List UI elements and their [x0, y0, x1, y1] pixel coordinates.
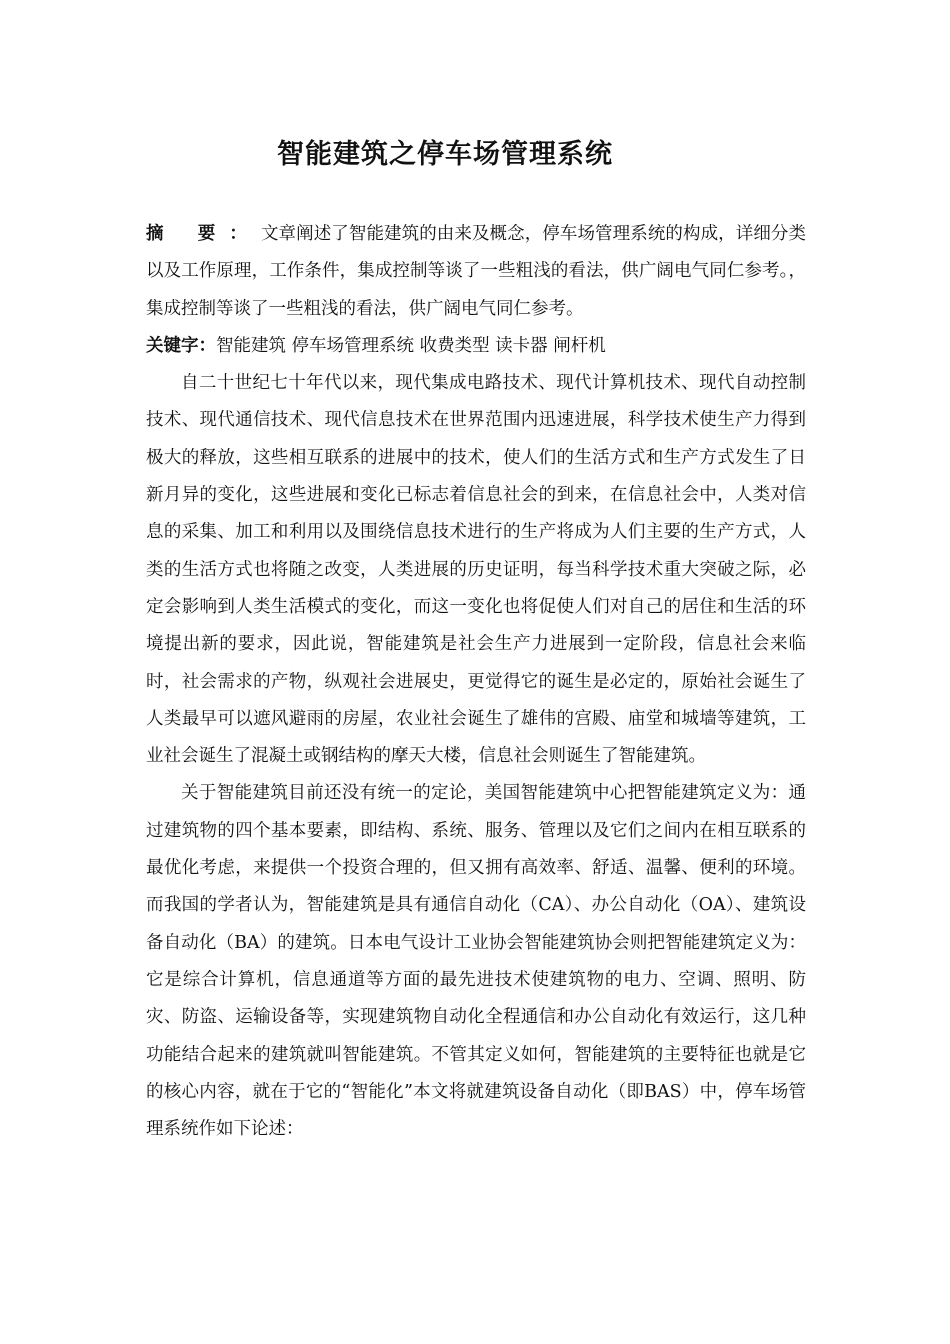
body-paragraph-1: 自二十世纪七十年代以来，现代集成电路技术、现代计算机技术、现代自动控制技术、现代通信技术、现代信息技术在世界范围内迅速进展，科学技术使生产力得到极大的释放，这些相互联系的进展中的技术，使人们的生活方式和生产方式发生了日新月异的变化，这些进展和变化已标志着信息社会的到来，在信息社会中，人类对信息的采集、加工和利用以及围绕信息技术进行的生产将成为人们主要的生产方式，人类的生活方式也将随之改变，人类进展的历史证明，每当科学技术重大突破之际，必定会影响到人类生活模式的变化，而这一变化也将促使人们对自己的居住和生活的环境提出新的要求，因此说，智能建筑是社会生产力进展到一定阶段，信息社会来临时，社会需求的产物，纵观社会进展史，更觉得它的诞生是必定的，原始社会诞生了人类最早可以遮风避雨的房屋，农业社会诞生了雄伟的宫殿、庙堂和城墙等建筑，工业社会诞生了混凝土或钢结构的摩天大楼，信息社会则诞生了智能建筑。: [146, 373, 806, 767]
abstract-text: 文章阐述了智能建筑的由来及概念，停车场管理系统的构成，详细分类以及工作原理，工作条件，集成控制等谈了一些粗浅的看法，供广阔电气同仁参考。，集成控制等谈了一些粗浅的看法，供广阔电气同仁参考。: [146, 224, 806, 319]
abstract: [146, 216, 806, 328]
keywords-text: 智能建筑 停车场管理系统 收费类型 读卡器 闸杆机: [216, 335, 606, 356]
body-paragraph-2: 关于智能建筑目前还没有统一的定论，美国智能建筑中心把智能建筑定义为：通过建筑物的四个基本要素，即结构、系统、服务、管理以及它们之间内在相互联系的最优化考虑，来提供一个投资合理的，但又拥有高效率、舒适、温馨、便利的环境。而我国的学者认为，智能建筑是具有通信自动化（CA）、办公自动化（OA）、建筑设备自动化（BA）的建筑。日本电气设计工业协会智能建筑协会则把智能建筑定义为：它是综合计算机，信息通道等方面的最先进技术使建筑物的电力、空调、照明、防灾、防盗、运输设备等，实现建筑物自动化全程通信和办公自动化有效运行，这几种功能结合起来的建筑就叫智能建筑。不管其定义如何，智能建筑的主要特征也就是它的核心内容，就在于它的“智能化”本文将就建筑设备自动化（即BAS）中，停车场管理系统作如下论述：: [146, 783, 806, 1140]
page-title: 智能建筑之停车场管理系统: [277, 139, 613, 170]
keywords: [146, 328, 806, 365]
document-body: [146, 216, 806, 1148]
keywords-label: 关键字：: [146, 335, 216, 356]
abstract-label: 摘 要：: [146, 224, 261, 244]
